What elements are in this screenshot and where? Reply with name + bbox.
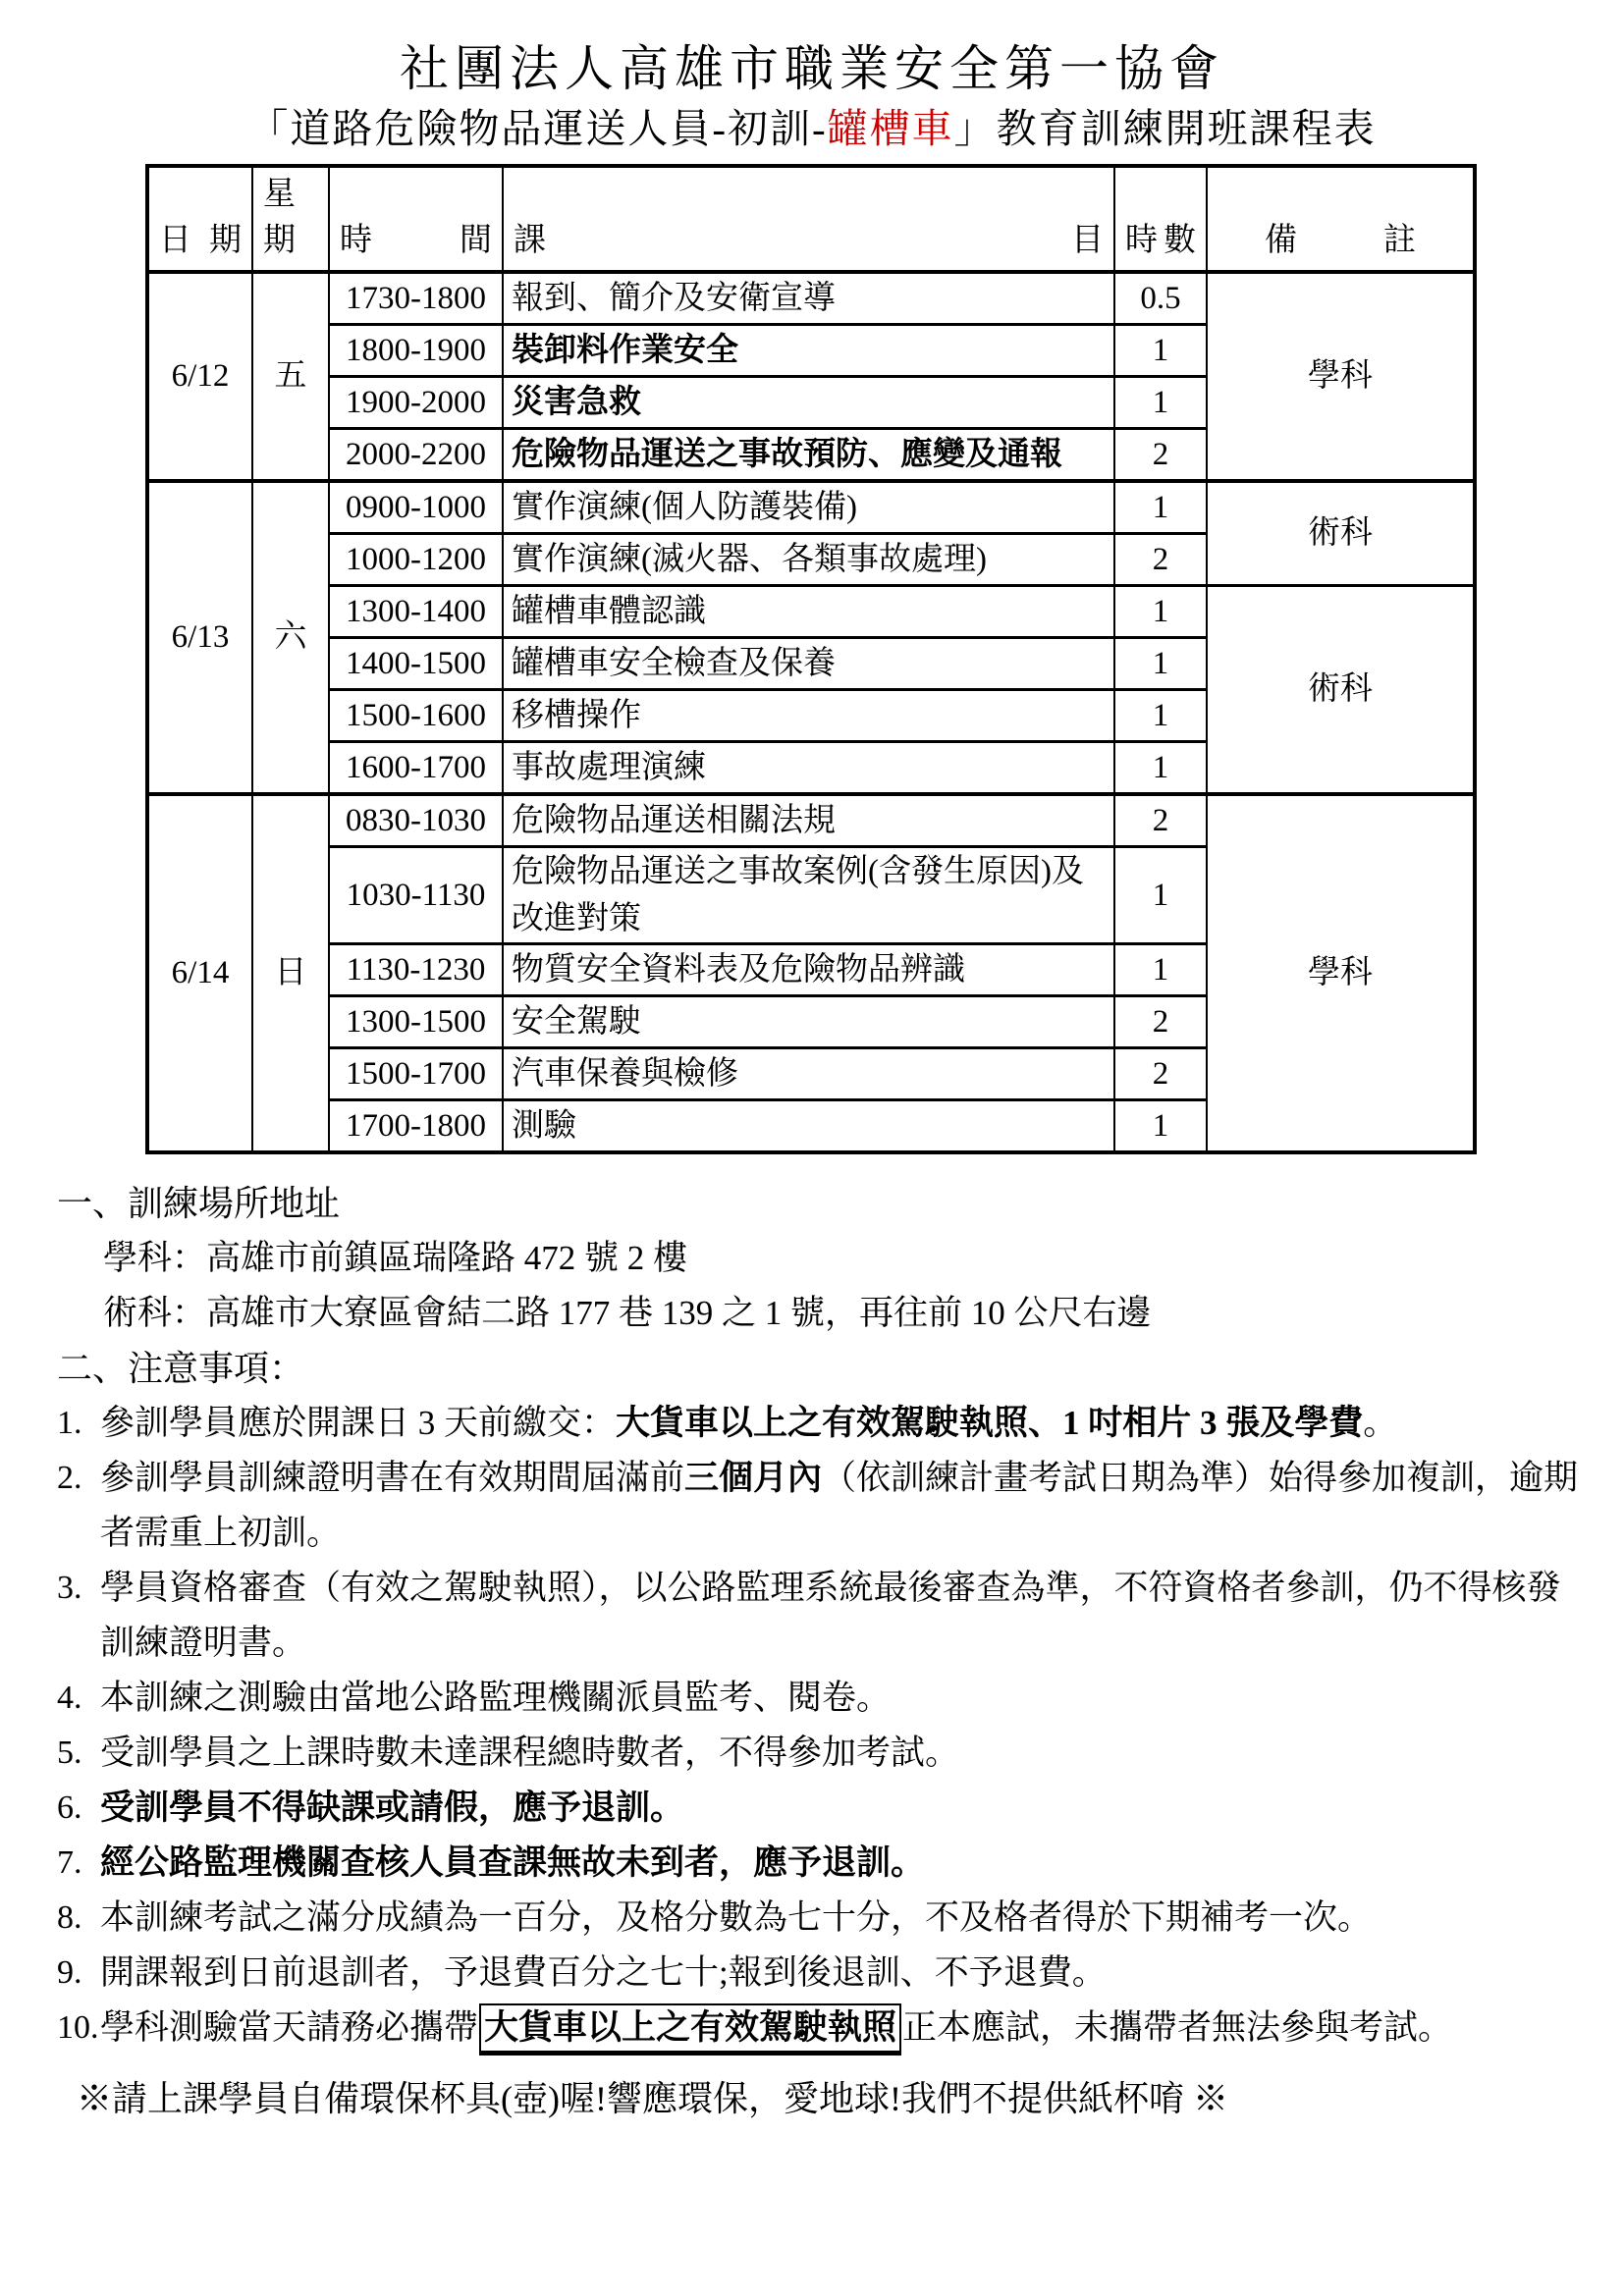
course-cell: 實作演練(滅火器、各類事故處理): [503, 533, 1114, 585]
time-cell: 0830-1030: [329, 794, 503, 847]
time-cell: 0900-1000: [329, 481, 503, 534]
note-item-number: 5.: [57, 1734, 82, 1771]
address-line: 學科：高雄市前鎮區瑞隆路 472 號 2 樓: [103, 1238, 688, 1277]
note-item-text: [100, 1946, 1591, 2001]
date-cell: 6/14: [147, 794, 252, 1152]
note-text-segment: 開課報到日前退訓者，予退費百分之七十;報到後退訓、不予退費。: [100, 1952, 1107, 1992]
hours-cell: 1: [1114, 585, 1207, 637]
course-cell: 危險物品運送相關法規: [503, 794, 1114, 847]
schedule-row: [147, 585, 1475, 637]
hours-cell: 1: [1114, 324, 1207, 376]
notes-section: [57, 1176, 1591, 2126]
hours-cell: 0.5: [1114, 272, 1207, 325]
course-cell: 測驗: [503, 1099, 1114, 1152]
note-item-text: [100, 1891, 1591, 1946]
course-cell: 物質安全資料表及危險物品辨識: [503, 943, 1114, 995]
note-item-text: [100, 1781, 1591, 1836]
time-cell: 1030-1130: [329, 846, 503, 943]
week-cell: 六: [252, 481, 329, 794]
time-cell: 1800-1900: [329, 324, 503, 376]
header-remark: 備註: [1207, 166, 1475, 272]
course-cell: 危險物品運送之事故案例(含發生原因)及改進對策: [503, 846, 1114, 943]
date-cell: 6/12: [147, 272, 252, 481]
note-text-segment: （依訓練計畫考試日期為準）始得參加複訓，逾期者需重上初訓。: [100, 1458, 1579, 1552]
time-cell: 1500-1600: [329, 689, 503, 741]
hours-cell: 1: [1114, 637, 1207, 689]
note-text-segment: 受訓學員之上課時數未達課程總時數者，不得參加考試。: [100, 1733, 960, 1772]
week-cell: 五: [252, 272, 329, 481]
course-cell: 罐槽車安全檢查及保養: [503, 637, 1114, 689]
course-cell: 報到、簡介及安衛宣導: [503, 272, 1114, 325]
note-item: [57, 1671, 1591, 1726]
note-item: [57, 1781, 1591, 1836]
note-text-segment: 學員資格審查（有效之駕駛執照），以公路監理系統最後審查為準，不符資格者參訓，仍不得核發訓練證明書。: [100, 1568, 1561, 1662]
note-text-bold-segment: 受訓學員不得缺課或請假，應予退訓。: [100, 1788, 685, 1827]
hours-cell: 2: [1114, 428, 1207, 481]
note-item-number: 9.: [57, 1953, 82, 1991]
note-text-segment: 本訓練考試之滿分成績為一百分，及格分數為七十分，不及格者得於下期補考一次。: [100, 1897, 1373, 1937]
remark-cell: 術科: [1207, 481, 1475, 586]
subtitle-suffix: 」教育訓練開班課程表: [953, 105, 1377, 151]
note-item-number: 7.: [57, 1843, 82, 1881]
note-item-text: [100, 1671, 1591, 1726]
note-item-number: 10.: [57, 2008, 99, 2046]
note-item-text: [100, 1451, 1591, 1561]
header-course: 課目: [503, 166, 1114, 272]
schedule-row: [147, 481, 1475, 534]
header-hours: 時數: [1114, 166, 1207, 272]
section-location-heading: 一、訓練場所地址: [57, 1183, 341, 1223]
header-date: 日期: [147, 166, 252, 272]
note-item: [57, 1726, 1591, 1781]
time-cell: 2000-2200: [329, 428, 503, 481]
time-cell: 1300-1400: [329, 585, 503, 637]
time-cell: 1400-1500: [329, 637, 503, 689]
note-text-bold-segment: 三個月內: [684, 1458, 823, 1497]
hours-cell: 1: [1114, 1099, 1207, 1152]
note-item-text: [100, 2001, 1591, 2056]
table-header-row: [147, 166, 1475, 272]
hours-cell: 2: [1114, 794, 1207, 847]
course-cell: 罐槽車體認識: [503, 585, 1114, 637]
note-item-text: [100, 1396, 1591, 1451]
hours-cell: 1: [1114, 846, 1207, 943]
eco-reminder-note: ※請上課學員自備環保杯具(壺)喔!響應環保，愛地球!我們不提供紙杯唷 ※: [77, 2078, 1228, 2118]
remark-cell: 學科: [1207, 272, 1475, 481]
schedule-body: [147, 272, 1475, 1152]
course-cell: 災害急救: [503, 376, 1114, 428]
time-cell: 1000-1200: [329, 533, 503, 585]
note-item-number: 4.: [57, 1679, 82, 1716]
hours-cell: 2: [1114, 1047, 1207, 1099]
note-item: [57, 2001, 1591, 2056]
note-item-number: 6.: [57, 1789, 82, 1826]
course-cell: 實作演練(個人防護裝備): [503, 481, 1114, 534]
note-text-segment: 本訓練之測驗由當地公路監理機關派員監考、閱卷。: [100, 1678, 892, 1717]
time-cell: 1900-2000: [329, 376, 503, 428]
note-item: [57, 1891, 1591, 1946]
hours-cell: 1: [1114, 689, 1207, 741]
note-item: [57, 1396, 1591, 1451]
course-cell: 裝卸料作業安全: [503, 324, 1114, 376]
subtitle-prefix: 「道路危險物品運送人員-初訓-: [247, 105, 828, 151]
course-cell: 事故處理演練: [503, 741, 1114, 794]
note-item-number: 1.: [57, 1404, 82, 1441]
remark-cell: 學科: [1207, 794, 1475, 1152]
hours-cell: 1: [1114, 481, 1207, 534]
note-text-segment: 參訓學員訓練證明書在有效期間屆滿前: [100, 1458, 685, 1497]
header-time: 時間: [329, 166, 503, 272]
page-title: 社團法人高雄市職業安全第一協會: [400, 41, 1224, 96]
date-cell: 6/13: [147, 481, 252, 794]
address-line: 術科：高雄市大寮區會結二路 177 巷 139 之 1 號，再往前 10 公尺右邊: [103, 1293, 1152, 1332]
note-text-segment: 正本應試，未攜帶者無法參與考試。: [902, 2007, 1453, 2047]
note-text-boxed-segment: 大貨車以上之有效駕駛執照: [479, 2003, 901, 2056]
notice-items: [57, 1396, 1591, 2056]
time-cell: 1300-1500: [329, 995, 503, 1047]
note-text-bold-segment: 大貨車以上之有效駕駛執照、1 吋相片 3 張及學費: [616, 1403, 1364, 1442]
note-item: [57, 1836, 1591, 1891]
hours-cell: 1: [1114, 741, 1207, 794]
location-lines: [57, 1231, 1591, 1341]
course-cell: 危險物品運送之事故預防、應變及通報: [503, 428, 1114, 481]
page-subtitle: [0, 106, 1624, 152]
note-text-bold-segment: 經公路監理機關查核人員查課無故未到者，應予退訓。: [100, 1842, 926, 1882]
note-item-number: 2.: [57, 1459, 82, 1496]
note-item: [57, 1451, 1591, 1561]
hours-cell: 2: [1114, 995, 1207, 1047]
time-cell: 1730-1800: [329, 272, 503, 325]
section-notice-heading: 二、注意事項：: [57, 1348, 305, 1388]
note-text-segment: 學科測驗當天請務必攜帶: [100, 2007, 479, 2047]
note-text-segment: 參訓學員應於開課日 3 天前繳交：: [100, 1403, 617, 1442]
week-cell: 日: [252, 794, 329, 1152]
note-item-text: [100, 1836, 1591, 1891]
note-item-number: 8.: [57, 1898, 82, 1936]
note-item: [57, 1561, 1591, 1671]
note-item-text: [100, 1726, 1591, 1781]
time-cell: 1130-1230: [329, 943, 503, 995]
subtitle-highlight: 罐槽車: [827, 105, 954, 151]
note-item: [57, 1946, 1591, 2001]
note-text-segment: 。: [1363, 1403, 1398, 1442]
course-schedule-table: [145, 164, 1477, 1154]
time-cell: 1600-1700: [329, 741, 503, 794]
note-item-number: 3.: [57, 1569, 82, 1606]
time-cell: 1700-1800: [329, 1099, 503, 1152]
course-cell: 汽車保養與檢修: [503, 1047, 1114, 1099]
course-cell: 移槽操作: [503, 689, 1114, 741]
header-week: 星期: [252, 166, 329, 272]
schedule-row: [147, 272, 1475, 325]
note-item-text: [100, 1561, 1591, 1671]
schedule-row: [147, 794, 1475, 847]
time-cell: 1500-1700: [329, 1047, 503, 1099]
course-cell: 安全駕駛: [503, 995, 1114, 1047]
hours-cell: 2: [1114, 533, 1207, 585]
hours-cell: 1: [1114, 943, 1207, 995]
hours-cell: 1: [1114, 376, 1207, 428]
remark-cell: 術科: [1207, 585, 1475, 794]
